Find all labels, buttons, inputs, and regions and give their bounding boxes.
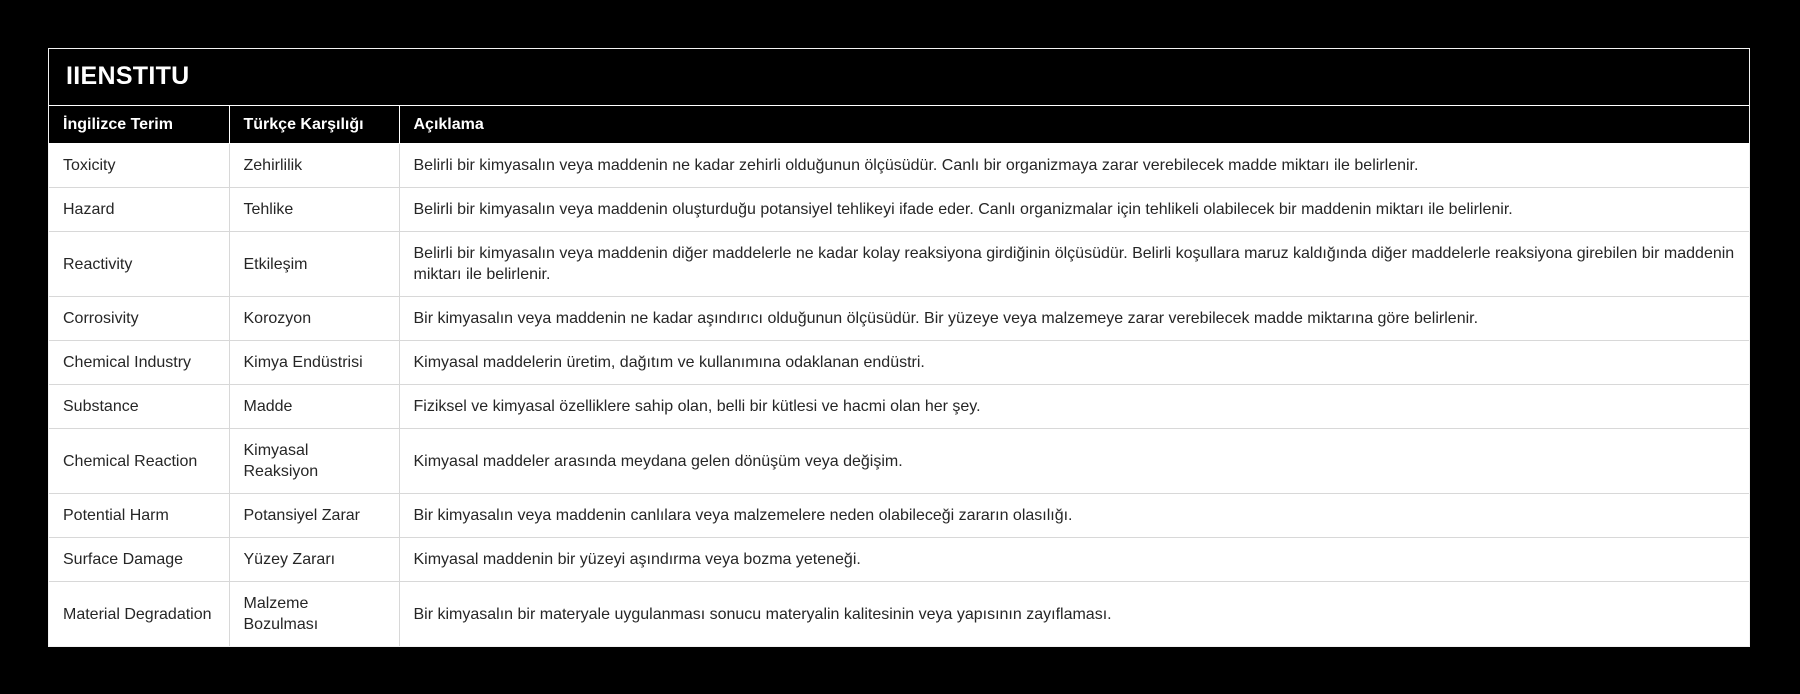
cell-turkish-term: Zehirlilik xyxy=(229,144,399,188)
table-body xyxy=(49,144,1749,647)
column-header-english-term: İngilizce Terim xyxy=(49,106,229,144)
table-row xyxy=(49,232,1749,297)
column-header-turkish-equivalent: Türkçe Karşılığı xyxy=(229,106,399,144)
cell-english-term: Surface Damage xyxy=(49,538,229,582)
cell-description: Kimyasal maddenin bir yüzeyi aşındırma veya bozma yeteneği. xyxy=(399,538,1749,582)
cell-english-term: Toxicity xyxy=(49,144,229,188)
cell-description: Fiziksel ve kimyasal özelliklere sahip olan, belli bir kütlesi ve hacmi olan her şey. xyxy=(399,385,1749,429)
table-header xyxy=(49,106,1749,144)
cell-english-term: Hazard xyxy=(49,188,229,232)
terminology-panel xyxy=(48,48,1750,647)
cell-english-term: Corrosivity xyxy=(49,297,229,341)
cell-description: Belirli bir kimyasalın veya maddenin diğer maddelerle ne kadar kolay reaksiyona girdiğinin ölçüsüdür. Belirli koşullara maruz kaldığında diğer maddelerle reaksiyona girebilen bir maddenin miktarı ile belirlenir. xyxy=(399,232,1749,297)
table-row xyxy=(49,582,1749,647)
cell-turkish-term: Kimyasal Reaksiyon xyxy=(229,429,399,494)
brand-title: IIENSTITU xyxy=(66,62,190,90)
cell-description: Bir kimyasalın veya maddenin canlılara veya malzemelere neden olabileceği zararın olasılığı. xyxy=(399,494,1749,538)
table-row xyxy=(49,429,1749,494)
cell-description: Bir kimyasalın veya maddenin ne kadar aşındırıcı olduğunun ölçüsüdür. Bir yüzeye veya malzemeye zarar verebilecek madde miktarına göre belirlenir. xyxy=(399,297,1749,341)
table-row xyxy=(49,494,1749,538)
cell-description: Belirli bir kimyasalın veya maddenin oluşturduğu potansiyel tehlikeyi ifade eder. Canlı organizmalar için tehlikeli olabilecek bir maddenin miktarı ile belirlenir. xyxy=(399,188,1749,232)
cell-english-term: Substance xyxy=(49,385,229,429)
cell-description: Kimyasal maddeler arasında meydana gelen dönüşüm veya değişim. xyxy=(399,429,1749,494)
table-row xyxy=(49,385,1749,429)
table-row xyxy=(49,538,1749,582)
cell-turkish-term: Etkileşim xyxy=(229,232,399,297)
cell-english-term: Chemical Reaction xyxy=(49,429,229,494)
cell-english-term: Potential Harm xyxy=(49,494,229,538)
cell-description: Belirli bir kimyasalın veya maddenin ne kadar zehirli olduğunun ölçüsüdür. Canlı bir organizmaya zarar verebilecek madde miktarı ile belirlenir. xyxy=(399,144,1749,188)
table-row xyxy=(49,297,1749,341)
cell-english-term: Material Degradation xyxy=(49,582,229,647)
terminology-table xyxy=(49,105,1749,646)
table-row xyxy=(49,341,1749,385)
cell-turkish-term: Kimya Endüstrisi xyxy=(229,341,399,385)
cell-turkish-term: Tehlike xyxy=(229,188,399,232)
table-header-row xyxy=(49,106,1749,144)
cell-turkish-term: Madde xyxy=(229,385,399,429)
cell-turkish-term: Korozyon xyxy=(229,297,399,341)
cell-turkish-term: Malzeme Bozulması xyxy=(229,582,399,647)
cell-turkish-term: Potansiyel Zarar xyxy=(229,494,399,538)
cell-english-term: Reactivity xyxy=(49,232,229,297)
cell-description: Bir kimyasalın bir materyale uygulanması sonucu materyalin kalitesinin veya yapısının zayıflaması. xyxy=(399,582,1749,647)
cell-english-term: Chemical Industry xyxy=(49,341,229,385)
table-row xyxy=(49,188,1749,232)
column-header-description: Açıklama xyxy=(399,106,1749,144)
cell-description: Kimyasal maddelerin üretim, dağıtım ve kullanımına odaklanan endüstri. xyxy=(399,341,1749,385)
cell-turkish-term: Yüzey Zararı xyxy=(229,538,399,582)
table-row xyxy=(49,144,1749,188)
